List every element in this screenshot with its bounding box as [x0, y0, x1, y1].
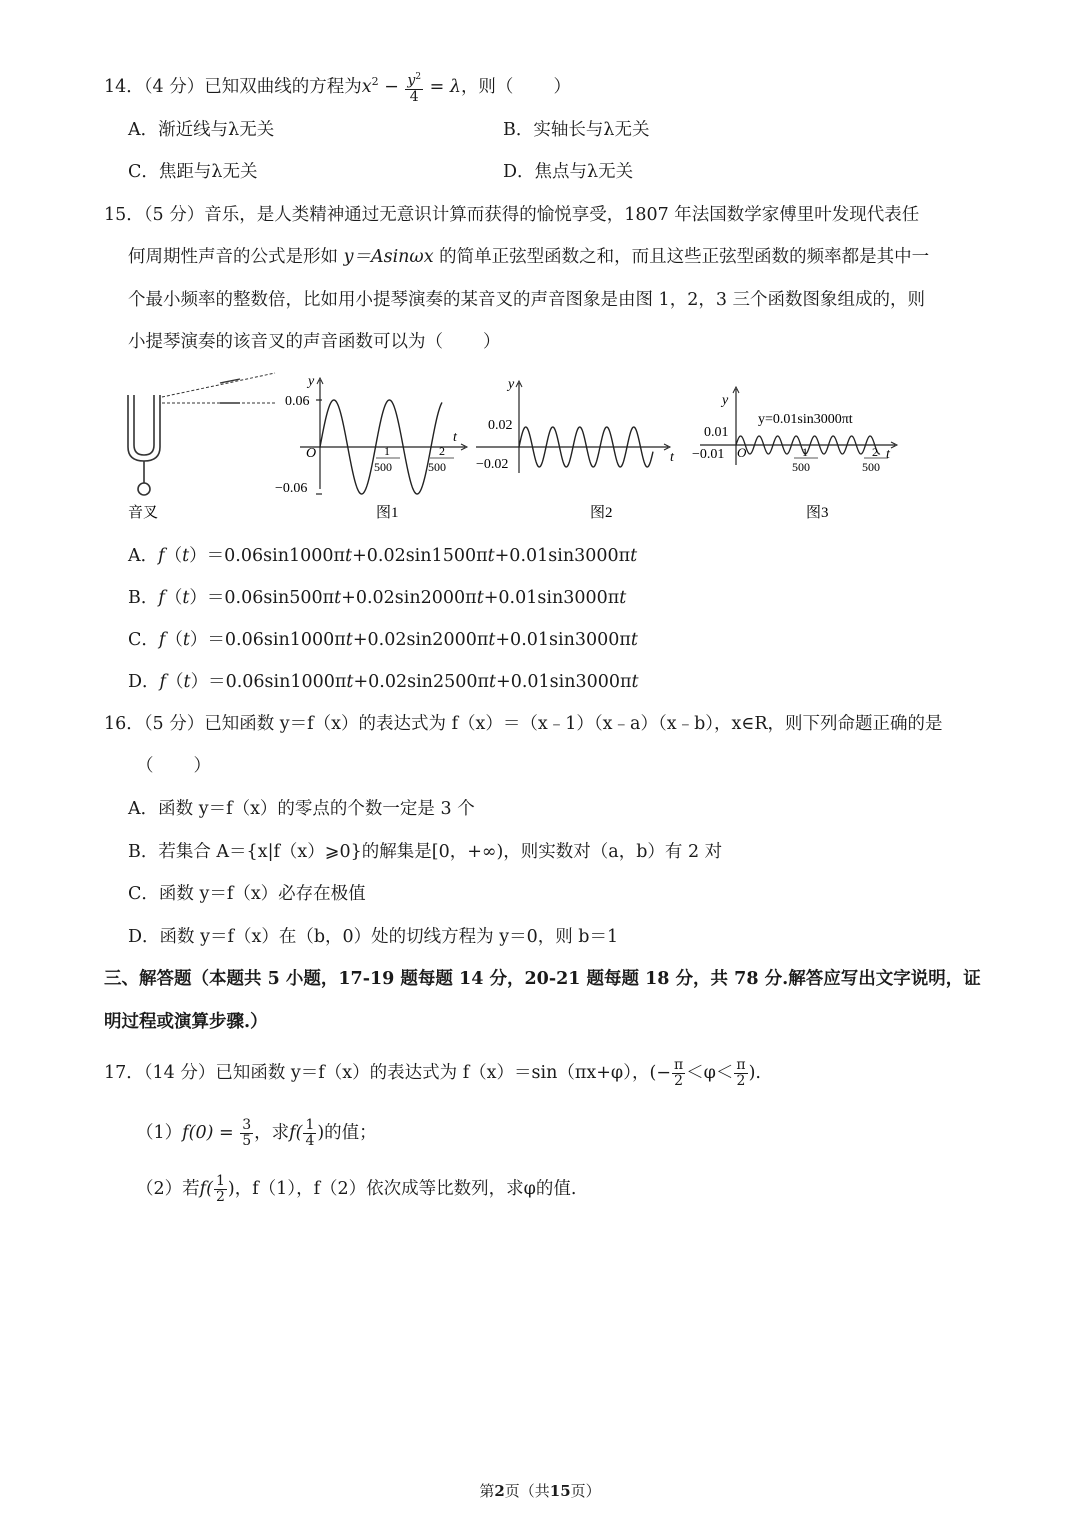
- section3-heading: 三、解答题（本题共 5 小题，17-19 题每题 14 分，20-21 题每题 18 分，共 78 分.解答应写出文字说明，证: [104, 969, 981, 989]
- fig2-caption: 图2: [590, 505, 613, 521]
- fig2-ytop: 0.02: [488, 418, 513, 433]
- q14-option-d[interactable]: D．焦点与λ无关: [503, 162, 634, 182]
- q15-line2: 何周期性声音的公式是形如 y＝Asinωx 的简单正弦型函数之和，而且这些正弦型函数的频率都是其中一: [128, 247, 930, 267]
- fig2-tlabel: t: [670, 450, 674, 465]
- q14-option-a[interactable]: A．渐近线与λ无关: [128, 120, 275, 140]
- fig1-tick2-num: 2: [439, 444, 445, 458]
- fig3-tick2-den: 500: [862, 460, 880, 474]
- q15-option-c[interactable]: C．f（t）＝0.06sin1000πt+0.02sin2000πt+0.01sin3000πt: [128, 630, 638, 650]
- fig1-origin: O: [306, 446, 317, 461]
- section3-heading-cont: 明过程或演算步骤.）: [104, 1012, 268, 1032]
- q16-blank: （ ）: [136, 756, 211, 776]
- fig3-tick2-num: 2: [872, 445, 878, 459]
- q16-stem: 16．（5 分）已知函数 y＝f（x）的表达式为 f（x）＝（x﹣1）（x﹣a）（x﹣b），x∈R，则下列命题正确的是: [104, 714, 943, 734]
- fig3-ylabel: y: [722, 393, 729, 408]
- q14-option-c[interactable]: C．焦距与λ无关: [128, 162, 258, 182]
- fig3-origin: O: [737, 445, 747, 460]
- q17-sub1: （1）f(0) = $\frac{3}{5}$ ，求f( $\frac{1}{4}$ )的值；: [136, 1117, 377, 1149]
- fig3-ytop: 0.01: [704, 425, 729, 440]
- fig3-equation: y=0.01sin3000πt: [758, 412, 853, 427]
- q15-option-b[interactable]: B．f（t）＝0.06sin500πt+0.02sin2000πt+0.01sin3000πt: [128, 588, 627, 608]
- q15-option-a[interactable]: A．f（t）＝0.06sin1000πt+0.02sin1500πt+0.01sin3000πt: [128, 546, 638, 566]
- fig3-caption: 图3: [806, 505, 829, 521]
- fig3-tlabel: t: [886, 447, 890, 462]
- fig2-ylabel: y: [508, 377, 515, 392]
- q15-option-d[interactable]: D．f（t）＝0.06sin1000πt+0.02sin2500πt+0.01sin3000πt: [128, 672, 639, 692]
- q16-option-d[interactable]: D．函数 y＝f（x）在（b，0）处的切线方程为 y＝0，则 b＝1: [128, 927, 619, 947]
- fig1-ybot: −0.06: [275, 481, 308, 496]
- q17-sub2: （2）若f( $\frac{1}{2}$ )，f（1），f（2）依次成等比数列，求φ的值.: [136, 1173, 577, 1205]
- fig2-ybot: −0.02: [476, 457, 509, 472]
- figure-1: [300, 378, 467, 494]
- q14-fraction: $\frac{y^2}{4}$: [407, 72, 422, 105]
- fig1-ylabel: y: [308, 374, 315, 389]
- fig3-tick1-num: 1: [802, 445, 808, 459]
- tuning-fork-icon: [128, 373, 275, 495]
- q16-option-c[interactable]: C．函数 y＝f（x）必存在极值: [128, 884, 366, 904]
- q15-figure: [110, 365, 910, 535]
- fig1-tlabel: t: [453, 430, 457, 445]
- fig3-tick1-den: 500: [792, 460, 810, 474]
- q15-line4: 小提琴演奏的该音叉的声音函数可以为（ ）: [128, 332, 501, 352]
- fig1-ytop: 0.06: [285, 394, 310, 409]
- fig1-tick1-den: 500: [374, 460, 392, 474]
- q15-line1: 15．（5 分）音乐，是人类精神通过无意识计算而获得的愉悦享受，1807 年法国数学家傅里叶发现代表任: [104, 205, 920, 225]
- fork-caption: 音叉: [128, 505, 159, 521]
- q14-option-b[interactable]: B．实轴长与λ无关: [503, 120, 650, 140]
- q14-stem: 14．（4 分）已知双曲线的方程为$x^2$ − $\frac{y^2}{4}$ = λ，则（ ）: [104, 72, 571, 105]
- q16-option-a[interactable]: A．函数 y＝f（x）的零点的个数一定是 3 个: [128, 799, 475, 819]
- q17-stem: 17．（14 分）已知函数 y＝f（x）的表达式为 f（x）＝sin（πx+φ），(− $\frac{\pi}{2}$ ＜φ＜ $\frac{\pi}{2}$ ).: [104, 1057, 761, 1089]
- fig3-ybot: −0.01: [692, 447, 725, 462]
- page-footer: 第2页（共15页）: [479, 1482, 601, 1500]
- fig1-caption: 图1: [376, 505, 399, 521]
- q15-line3: 个最小频率的整数倍，比如用小提琴演奏的某音叉的声音图象是由图 1，2，3 三个函数图象组成的，则: [128, 290, 926, 310]
- fig1-tick1-num: 1: [384, 444, 390, 458]
- fig1-tick2-den: 500: [428, 460, 446, 474]
- q16-option-b[interactable]: B．若集合 A＝{x|f（x）⩾0}的解集是[0，+∞)，则实数对（a，b）有 2 对: [128, 842, 723, 862]
